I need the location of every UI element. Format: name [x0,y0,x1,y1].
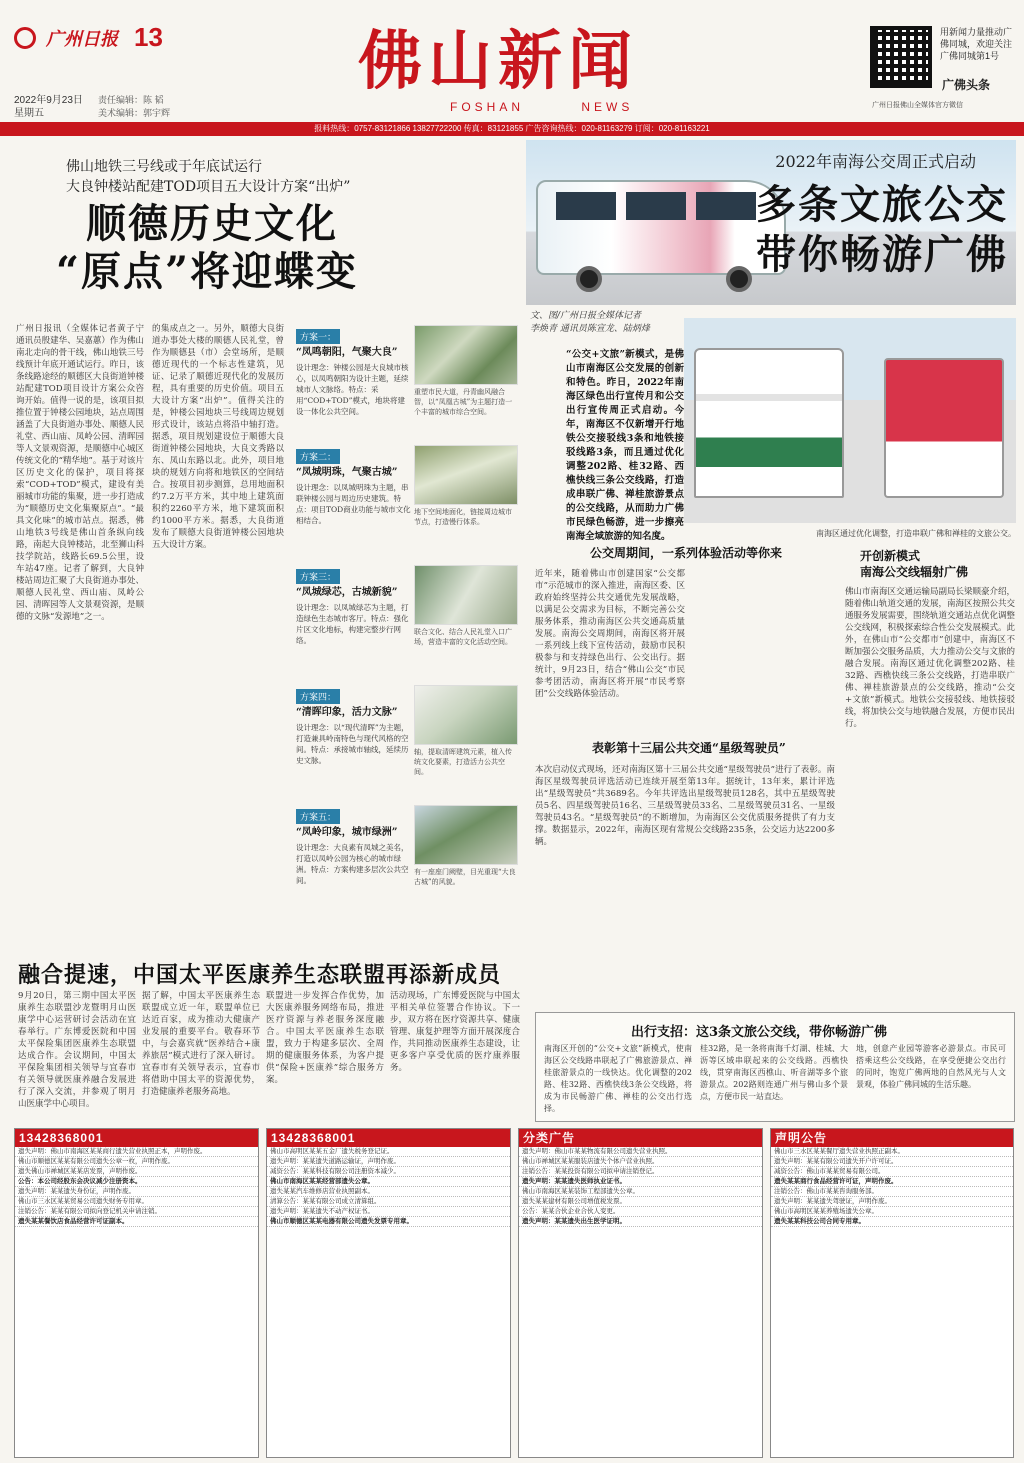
ad-line: 公告：某某合伙企业合伙人变更。 [519,1207,762,1217]
ad-line: 遗失某某科技公司合同专用章。 [771,1217,1013,1227]
boxed-article-title: 出行支招：这3条文旅公交线，带你畅游广佛 [631,1025,888,1040]
left-headline-2: “原点”将迎蝶变 [56,248,359,295]
ad-line: 遗失佛山市禅城区某某店发票，声明作废。 [15,1167,258,1177]
plan-5 [296,805,516,886]
plan-5-title: “凤岭印象，城市绿洲” [296,827,398,838]
plan-1-label: 方案一： [296,329,340,344]
right-subhead-3 [860,548,1010,580]
right-byline-1: 文、图/广州日报全媒体记者 [530,311,642,321]
plan-2 [296,445,516,526]
plan-3 [296,565,516,646]
bottom-left-headline: 融合提速，中国太平医康养生态联盟再添新成员 [18,962,502,988]
ad-column-4 [770,1128,1014,1458]
ad-column-4-lines [771,1147,1013,1227]
ad-line: 减资公告：佛山市某某贸易有限公司。 [771,1167,1013,1177]
left-kicker-1: 佛山地铁三号线或于年底试运行 [66,159,262,175]
ad-column-2-lines [267,1147,510,1227]
plan-3-text: 设计理念：以凤城绿芯为主题，打造绿色生态城市客厅。特点：强化片区文化地标，构建完整步行网络。 [296,603,409,645]
bus-photo-white-bus [694,348,844,498]
left-body-col-2: 的集成点之一。另外，顺德大良街道办事处大楼的顺德人民礼堂，曾作为顺德县（市）会堂场所，是顺德近现代的一个标志性建筑，见证、记录了顺德近现代化的发展历程，具有重要的历史价值。项目五大设计方案“出炉”。值得关注的是，钟楼公园地块三号线周边规划形式设计，该站点将沿中轴打造。据悉，项目规划建设位于顺德大良街道钟楼公园地块，大良文秀路以东、凤山东路以北。此外，项目地块的规划方向将和地铁区的空间结合。按项目初步测算，总用地面积约7.2万平方米，其中地上建筑面积约2260平方米，地下建筑面积约1000平方米。据悉，大良街道发布了顺德大良街道钟楼公园地块五大设计方案。 [152,324,284,550]
ad-line: 佛山市三水区某某餐厅遗失营业执照正副本。 [771,1147,1013,1157]
left-article [16,145,516,886]
page-number: 13 [134,22,163,52]
ad-line: 遗失声明：某某遗失驾驶证，声明作废。 [771,1197,1013,1207]
bottom-left-body-1: 9月20日，第三期中国太平医康养生态联盟沙龙暨明月山医康学中心运营研讨会活动在宜春举行。广东博爱医院和中国太平保险集团医康养生态联盟达成合作。会议期间，中国太平保险集团相关领导与宜春市有关领导就医康养融合发展进行了深入交流，并参观了明月山医康学中心项目。 [18,991,136,1109]
left-body-col-1: 广州日报讯（全媒体记者黄子宁 通讯员殷建华、吴嘉蕙）作为佛山南北走向的骨干线，佛山地铁三号线预计年底开通试运行。昨日，该条线路途经的顺德区大良街道钟楼站配建TOD项目设计方案公众咨询开始。值得一说的是，该项目拟推位置于钟楼公园地块，站点周围涵盖了大良街道办事处、顺德人民礼堂、西山庙、凤岭公园、清晖园等人文景观资源，是顺德中心城区传统文化的“精华地”。基于对该片区历史文化的保护，项目将探索“COD+TOD”模式，建设有美丽城市功能的集聚，进一步打造成为“顺德历史文化集聚原点”。“最具文化味”的城市站点。据悉，佛山地铁3号线是佛山首条纵向线路，南起大良钟楼站，北至狮山科技学院站，线路长69.5公里，设车站47座。记者了解到，大良钟楼站周边汇聚了大良街道办事处、顺德人民礼堂、西山庙、凤岭公园、清晖园等人文景观资源，是顺德的文脉“发源地”之一。 [16,324,144,622]
editor-credits [98,94,170,120]
bus-photo-red-bus [884,358,1004,498]
ad-column-3-head: 分类广告 [519,1129,762,1147]
classified-ads [14,1128,1014,1458]
boxed-article-col-1: 南海区开创的“公交+文旅”新模式，使南海区公交线路串联起了广佛旅游景点、禅桂旅游景点的一线快达。优化调整的202路、桂32路、西樵快线3条公交线路，将成为市民畅游广佛、禅桂的公交出行选择。 [544,1044,692,1113]
left-headline [56,200,359,296]
weekday-text: 星期五 [14,108,44,119]
right-sub-1-body: 近年来，随着佛山市创建国家“公交都市”示范城市的深入推进，南海区委、区政府始终坚持公共交通优先发展战略，以满足公交需求为目标，不断完善公交服务体系，推动南海区公共交通高质量发展。南海公交周期间，南海区将开展一系列线上线下宣传活动，鼓励市民积极参与和支持绿色出行、公交出行。据统计，9月23日，结合“佛山公交”市民参考团活动，南海区将开展“市民考察团”公交线路体验活动。 [535,569,685,699]
right-byline [530,310,650,336]
bus-photo [684,318,1016,523]
ad-line: 佛山市顺德区某某电器有限公司遗失发票专用章。 [267,1217,510,1227]
plan-5-label: 方案五： [296,809,340,824]
ad-line: 遗失声明：某某遗失出生医学证明。 [519,1217,762,1227]
bus-wheel [576,266,602,292]
qr-note: 广州日报佛山全媒体官方微信 [872,102,963,109]
ad-line: 遗失声明：某某有限公司遗失开户许可证。 [771,1157,1013,1167]
boxed-article [535,1012,1015,1122]
left-kicker [66,157,350,197]
plan-1-title: “凤鸣朝阳，气聚大良” [296,347,398,358]
ad-line: 遗失声明：某某遗失身份证，声明作废。 [15,1187,258,1197]
plan-4 [296,685,516,776]
ad-line: 清算公告：某某有限公司成立清算组。 [267,1197,510,1207]
plan-5-render-image [414,805,518,865]
logo-text: 广州日报 [46,28,118,50]
bus-wheel [726,266,752,292]
right-kicker: 2022年南海公交周正式启动 [775,152,976,171]
section-sub-2: NEWS [581,100,634,114]
ad-line: 注销公告：某某有限公司拟向登记机关申请注销。 [15,1207,258,1217]
ad-line: 佛山市禅城区某某服装店遗失个体户营业执照。 [519,1157,762,1167]
ad-line: 佛山市顺德区某某有限公司遗失公章一枚，声明作废。 [15,1157,258,1167]
plan-4-text: 设计理念：以“现代清晖”为主题，打造兼具岭南特色与现代风格的空间。特点：承接城市轴线，延续历史文脉。 [296,723,409,765]
right-sub-2-body: 本次启动仪式现场，还对南海区第十三届公共交通“星级驾驶员”进行了表彰。南海区星级驾驶员评选活动已连续开展至第13年。据统计，13年来，累计评选出“星级驾驶员”共3689名。今年共评选出星级驾驶员128名，其中五星级驾驶员5名、四星级驾驶员16名、三星级驾驶员33名、二星级驾驶员31名、一星级驾驶员43名。“星级驾驶员”的不断增加，为南海区公交优质服务提供了有力支撑。数据显示，2022年，南海区现有常规公交线路235条，公交运力达2200多辆。 [535,765,835,847]
ad-line: 遗失声明：某某遗失医师执业证书。 [519,1177,762,1187]
plan-2-caption: 地下空间地面化，链接周边城市节点，打造慢行体系。 [414,508,512,526]
plan-3-label: 方案三： [296,569,340,584]
bus-window [556,192,616,220]
ad-line: 遗失声明：某某遗失不动产权证书。 [267,1207,510,1217]
bus-window [696,192,756,220]
ad-column-3-lines [519,1147,762,1227]
ad-line: 遗失某某建材有限公司增值税发票。 [519,1197,762,1207]
right-headline [756,180,1008,280]
ad-column-1-lines [15,1147,258,1227]
plan-4-caption: 轴，提取清晖建筑元素，植入传统文化要素，打造活力公共空间。 [414,748,512,776]
boxed-article-col-2: 桂32路，是一条将南海千灯湖、桂城、大沥等区域串联起来的公交线路。西樵快线，贯穿南海区西樵山、听音湖等多个旅游景点。202路则连通广州与佛山多个景点，方便市民一站直达。 [700,1044,848,1101]
ad-column-4-head: 声明公告 [771,1129,1013,1147]
plan-3-caption: 联合文化、结合人民礼堂入口广场，营造丰富的文化活动空间。 [414,628,512,646]
section-sub-1: FOSHAN [450,100,525,114]
ad-line: 遗失某某餐饮店食品经营许可证副本。 [15,1217,258,1227]
right-article [526,140,1016,540]
ad-column-2-head: 13428368001 [267,1129,510,1147]
plan-4-label: 方案四： [296,689,340,704]
art-editor-text: 美术编辑：郭宇辉 [98,108,171,118]
bottom-left-body-2: 据了解，中国太平医康养生态联盟成立近一年，联盟单位已达近百家，成为推动大健康产业发展的重要平台。敬春环节中，与会嘉宾就“医养结合+康养旅居”模式进行了深入研讨。宜春市有关领导表示，宜春市将借助中国太平的资源优势，打造健康养老服务高地。 [142,991,260,1097]
right-subhead-2: 表彰第十三届公共交通“星级驾驶员” [592,741,786,755]
plan-2-text: 设计理念：以凤城明珠为主题，串联钟楼公园与周边历史建筑。特点：项目TOD商业功能与城市文化相结合。 [296,483,411,525]
right-sub-3-body: 佛山市南海区交通运输局副局长梁顺豪介绍，随着佛山轨道交通的发展，南海区按照公共交通服务发展需要，围绕轨道交通站点优化调整公交线网，积极探索综合性公交发展模式。此外，在佛山市“公交都市”创建中，南海区不断加强公交服务品质，大力推动公交与文旅的融合发展。南海区通过优化调整202路、桂32路、西樵快线三条公交线路，打造串联广佛、禅桂旅游景点的公交线路，推动“公交+文旅”新模式。地铁公交接驳线、地铁接驳线，将加快公交与地铁融合发展，方便市民出行。 [845,587,1015,729]
right-headline-1: 多条文旅公交 [756,181,1008,228]
ad-line: 佛山市高明区某某五金厂遗失税务登记证。 [267,1147,510,1157]
boxed-article-col-3: 地，创意产业园等游客必游景点。市民可搭乘这些公交线路，在享受便捷公交出行的同时，饱览广佛两地的自然风光与人文景观，体验广佛同城的生活乐趣。 [856,1044,1006,1089]
newspaper-logo [14,22,163,53]
editor-text: 责任编辑：陈 韬 [98,95,164,105]
date-text: 2022年9月23日 [14,95,83,106]
right-subhead-3-line-2: 南海公交线辐射广佛 [860,565,969,579]
right-subhead-3-line-1: 开创新模式 [860,549,921,563]
plan-2-title: “凤城明珠，气聚古城” [296,467,398,478]
plan-4-render-image [414,685,518,745]
ad-line: 注销公告：某某投资有限公司拟申请注销登记。 [519,1167,762,1177]
ad-line: 遗失某某汽车维修店营业执照副本。 [267,1187,510,1197]
hotline-bar: 报料热线：0757-83121866 13827722200 传真：83121855 广告咨询热线：020-81163279 订阅：020-81163221 [0,122,1024,136]
plan-1-text: 设计理念：钟楼公园是大良城市核心，以凤鸣朝阳为设计主题，延续城市人文脉络。特点：采用“COD+TOD”模式，地块将建设一体化公共空间。 [296,363,409,416]
ad-column-1 [14,1128,259,1458]
left-kicker-2: 大良钟楼站配建TOD项目五大设计方案“出炉” [66,179,351,195]
ad-line: 佛山市南海区某某经营部遗失公章。 [267,1177,510,1187]
plan-2-label: 方案二： [296,449,340,464]
bottom-left-body-3: 联盟进一步发挥合作优势，加大医康养服务网络布局，推进医疗资源与养老服务深度融合。中国太平医康养生态联盟，致力于构建多层次、全周期的健康服务体系，为客户提供“保险+医康养”综合服务方案。 [266,991,384,1085]
bus-window [626,192,686,220]
masthead [0,0,1024,120]
ad-line: 佛山市三水区某某贸易公司遗失财务专用章。 [15,1197,258,1207]
section-subtitle [450,100,683,114]
ad-line: 遗失声明：佛山市某某物流有限公司遗失营业执照。 [519,1147,762,1157]
qr-code-icon[interactable] [870,26,932,88]
right-subhead-1: 公交周期间，一系列体验活动等你来 [590,546,783,560]
ad-line: 减资公告：某某科技有限公司注册资本减少。 [267,1167,510,1177]
right-intro: “公交+文旅”新模式，是佛山市南海区公交发展的创新和特色。昨日，2022年南海区绿色出行宣传月和公交出行宣传周正式启动。今年，南海区不仅新增开行地铁公交接驳线3条和地铁接驳线路3条，而且通过优化调整202路、桂32路、西樵快线三条公交线路，打造成串联广佛、禅桂旅游景点的公交线路，从而助力广佛市民绿色畅游，进一步擦亮南海全域旅游的知名度。 [566,349,684,542]
plan-4-title: “清晖印象，活力文脉” [296,707,398,718]
ad-column-3 [518,1128,763,1458]
ad-line: 遗失声明：佛山市南海区某某商行遗失营业执照正本，声明作废。 [15,1147,258,1157]
section-title: 佛山新闻 [358,24,638,99]
bus-photo-caption: 南海区通过优化调整，打造串联广佛和禅桂的文旅公交。 [816,529,1016,538]
left-headline-1: 顺德历史文化 [86,200,338,247]
ad-line: 遗失声明：某某遗失道路运输证，声明作废。 [267,1157,510,1167]
ad-column-1-head: 13428368001 [15,1129,258,1147]
ad-line: 遗失某某商行食品经营许可证，声明作废。 [771,1177,1013,1187]
ad-line: 佛山市南海区某某装饰工程部遗失公章。 [519,1187,762,1197]
plan-2-render-image [414,445,518,505]
plan-1 [296,325,516,417]
plan-3-title: “凤城绿芯，古城新貌” [296,587,398,598]
qr-brand: 广佛头条 [942,78,991,92]
ad-column-2 [266,1128,511,1458]
plan-5-text: 设计理念：大良素有凤城之美名，打造以凤岭公园为核心的城市绿洲。特点：方案构建多层次公共空间。 [296,843,409,885]
right-byline-2: 李焕青 通讯员陈宣龙、陆炳烽 [530,324,650,334]
ad-line: 公告：本公司经股东会决议减少注册资本。 [15,1177,258,1187]
logo-icon [14,27,36,49]
issue-date [14,94,83,120]
ad-line: 注销公告：佛山市某某咨询服务部。 [771,1187,1013,1197]
right-headline-2: 带你畅游广佛 [756,231,1008,278]
qr-text: 用新闻力量推动广佛同城，欢迎关注广佛同城第1号 [940,27,1013,61]
plan-5-caption: 有一座座门阙壁，目光重现“大良古城”的风貌。 [414,868,516,886]
ad-line: 佛山市高明区某某养殖场遗失公章。 [771,1207,1013,1217]
bottom-left-body-4: 活动现场，广东博爱医院与中国太平相关单位签署合作协议。下一步，双方将在医疗资源共享、健康管理、康复护理等方面开展深度合作，共同推动医康养生态建设，让更多客户享受优质的医疗康养服务。 [390,991,520,1073]
plan-1-caption: 重塑市民大道，丹青幽风融合智，以“凤凰古城”为主题打造一个丰富的城市综合空间。 [414,388,513,416]
plan-3-render-image [414,565,518,625]
plan-1-render-image [414,325,518,385]
